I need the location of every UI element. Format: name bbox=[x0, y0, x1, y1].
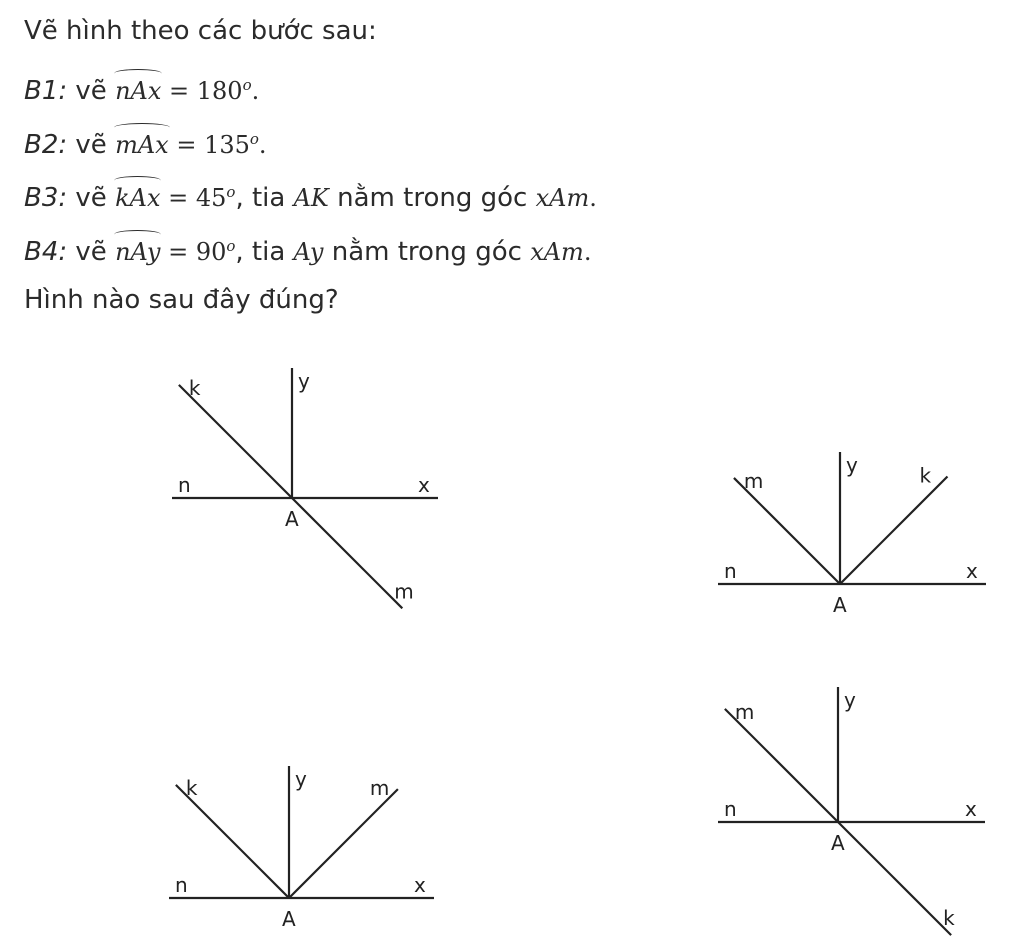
degree-mark: o bbox=[226, 237, 236, 255]
ray-label-y: y bbox=[298, 369, 310, 393]
angle-expression: nAy = $90^o$ bbox=[115, 238, 235, 266]
question-text: Hình nào sau đây đúng? bbox=[24, 285, 339, 315]
ray-label-k: k bbox=[943, 906, 955, 931]
angle-name: nAy bbox=[115, 235, 160, 269]
inside-angle-text: nằm trong góc bbox=[331, 237, 522, 267]
ray-label-m: m bbox=[743, 468, 764, 493]
ray-m-line bbox=[292, 498, 402, 608]
draw-word: vẽ bbox=[75, 76, 107, 106]
angle-name: mAx bbox=[115, 128, 169, 162]
step-3: B3: vẽ kAx = $45^o$, tia AK nằm trong góc xAm. bbox=[24, 183, 597, 213]
reference-angle: xAm bbox=[535, 184, 590, 212]
ray-label-x: x bbox=[965, 797, 977, 821]
step-label: B3: bbox=[24, 183, 68, 213]
angle-expression: mAx = $135^o$. bbox=[115, 131, 266, 159]
ray-label-k: k bbox=[919, 463, 932, 488]
ray-label-n: n bbox=[724, 559, 737, 583]
draw-word: vẽ bbox=[75, 237, 107, 267]
step-label: B4: bbox=[24, 237, 68, 267]
angle-expression: kAx = $45^o$ bbox=[115, 184, 235, 212]
degree-mark: o bbox=[249, 130, 259, 148]
angle-expression: nAx = $180^o$. bbox=[115, 77, 259, 105]
ray-m-line bbox=[734, 478, 840, 584]
vertex-label: A bbox=[831, 831, 845, 855]
angle-name: kAx bbox=[115, 181, 160, 215]
reference-angle: xAm bbox=[530, 238, 584, 266]
ray-label-x: x bbox=[414, 873, 426, 897]
figure-option-2[interactable] bbox=[718, 452, 986, 617]
ray-word: tia bbox=[251, 183, 286, 213]
angle-value: 180 bbox=[196, 77, 243, 105]
ray-name: Ay bbox=[293, 238, 324, 266]
ray-m-line bbox=[289, 789, 398, 898]
vertex-label: A bbox=[282, 907, 296, 931]
draw-word: vẽ bbox=[75, 130, 107, 160]
ray-m-line bbox=[725, 709, 838, 822]
ray-label-k: k bbox=[188, 375, 201, 400]
figure-option-4[interactable] bbox=[718, 687, 985, 935]
ray-k-line bbox=[838, 822, 951, 935]
ray-k-line bbox=[179, 385, 292, 498]
ray-label-y: y bbox=[844, 688, 856, 712]
ray-label-m: m bbox=[394, 579, 414, 604]
ray-label-x: x bbox=[418, 473, 430, 497]
figure-option-1[interactable] bbox=[172, 368, 438, 608]
ray-label-m: m bbox=[734, 699, 755, 724]
ray-k-line bbox=[176, 785, 289, 898]
intro-text: Vẽ hình theo các bước sau: bbox=[24, 16, 377, 46]
figure-option-3[interactable] bbox=[169, 766, 434, 931]
ray-label-m: m bbox=[369, 776, 390, 801]
inside-angle-text: nằm trong góc bbox=[337, 183, 528, 213]
ray-label-n: n bbox=[724, 797, 737, 821]
step-label: B1: bbox=[24, 76, 68, 106]
ray-label-y: y bbox=[846, 453, 858, 477]
degree-mark: o bbox=[242, 76, 252, 94]
degree-mark: o bbox=[226, 183, 236, 201]
step-4: B4: vẽ nAy = $90^o$, tia Ay nằm trong góc xAm. bbox=[24, 237, 592, 267]
ray-word: tia bbox=[251, 237, 286, 267]
vertex-label: A bbox=[285, 507, 299, 531]
ray-label-x: x bbox=[966, 559, 978, 583]
ray-label-n: n bbox=[175, 873, 188, 897]
ray-label-k: k bbox=[185, 775, 198, 800]
draw-word: vẽ bbox=[75, 183, 107, 213]
angle-value: 45 bbox=[195, 184, 227, 212]
ray-label-y: y bbox=[295, 767, 307, 791]
angle-value: 90 bbox=[195, 238, 227, 266]
vertex-label: A bbox=[833, 593, 847, 617]
step-label: B2: bbox=[24, 130, 68, 160]
ray-name: AK bbox=[293, 184, 329, 212]
ray-label-n: n bbox=[178, 473, 191, 497]
angle-name: nAx bbox=[115, 74, 161, 108]
angle-value: 135 bbox=[204, 131, 250, 159]
ray-k-line bbox=[840, 477, 947, 584]
